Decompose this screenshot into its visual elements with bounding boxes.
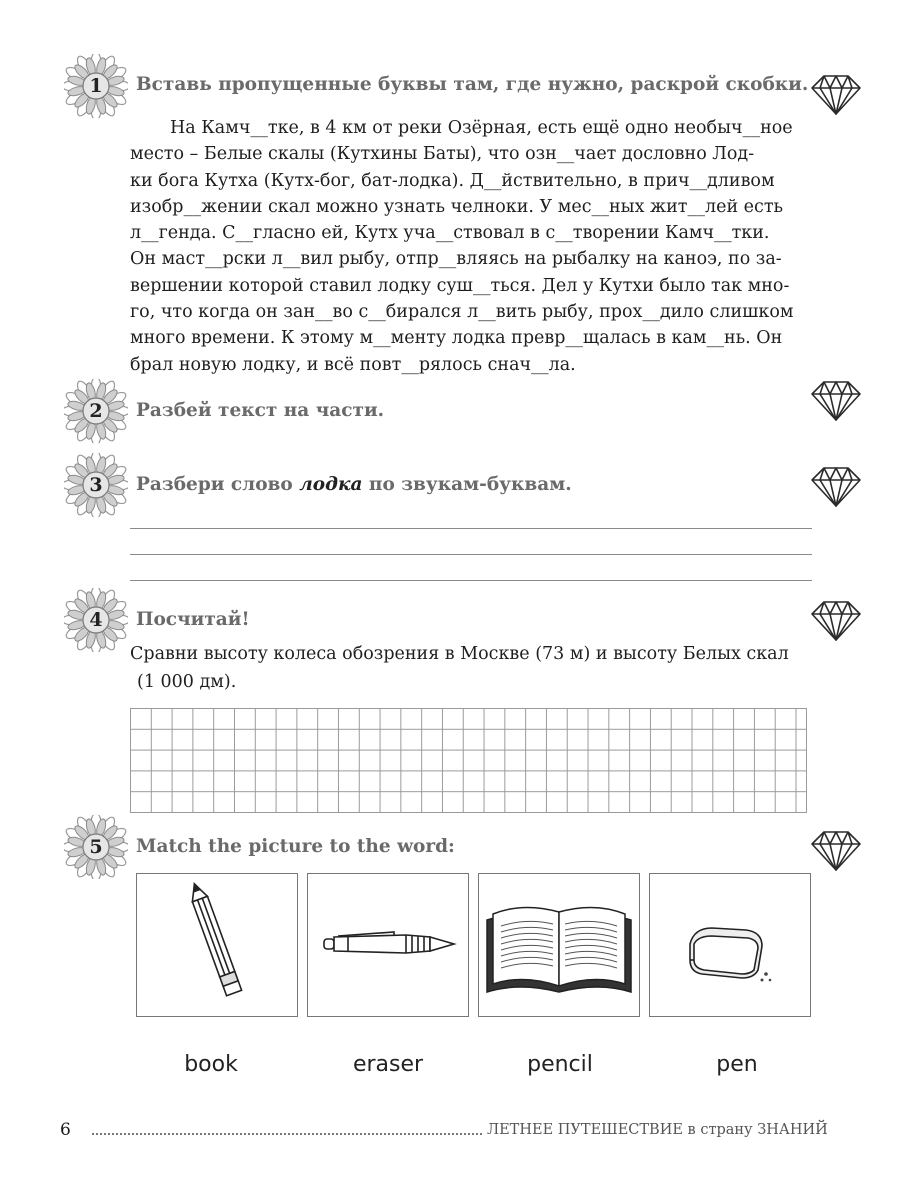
task-3-title	[136, 474, 572, 495]
paragraph-line: вершении которой ставил лодку суш__ться. Дел у Кутхи было так мно-	[130, 275, 790, 296]
pen-picture	[308, 874, 468, 1016]
diamond-icon	[810, 600, 862, 642]
task-number-badge-1	[64, 54, 128, 118]
task-2-title: Разбей текст на части.	[136, 400, 385, 421]
footer-dotted-leader	[92, 1133, 482, 1135]
grid-answer-area[interactable]	[130, 708, 807, 813]
task-number: 2	[89, 400, 103, 422]
task-number: 4	[89, 609, 103, 631]
word-option[interactable]: pencil	[527, 1052, 593, 1077]
picture-box-book[interactable]	[478, 873, 640, 1017]
paragraph-line: изобр__жении скал можно узнать челноки. У мес__ных жит__лей есть	[130, 196, 784, 217]
diamond-icon	[810, 380, 862, 422]
task-3-title-prefix: Разбери слово	[136, 474, 300, 495]
task-4-text-line-2: (1 000 дм).	[137, 672, 237, 692]
picture-box-eraser[interactable]	[649, 873, 811, 1017]
book-picture	[479, 874, 639, 1016]
picture-box-pencil[interactable]	[136, 873, 298, 1017]
diamond-icon	[810, 830, 862, 872]
answer-line[interactable]	[130, 554, 812, 555]
task-number: 5	[89, 836, 103, 858]
task-number-badge-3	[64, 453, 128, 517]
paragraph-line: брал новую лодку, и всё повт__рялось снач__ла.	[130, 354, 576, 375]
paragraph-line: На Камч__тке, в 4 км от реки Озёрная, есть ещё одно необыч__ное	[170, 118, 793, 138]
task-number-badge-2	[64, 379, 128, 443]
task-4-title: Посчитай!	[136, 609, 250, 630]
task-number: 1	[89, 75, 103, 97]
picture-box-pen[interactable]	[307, 873, 469, 1017]
task-3-title-suffix: по звукам-буквам.	[362, 474, 572, 495]
task-number-badge-4	[64, 588, 128, 652]
paragraph-line: место – Белые скалы (Кутхины Баты), что озн__чает дословно Лод-	[130, 144, 755, 165]
diamond-icon	[810, 74, 862, 116]
paragraph-line: много времени. К этому м__менту лодка превр__щалась в кам__нь. Он	[130, 328, 783, 349]
footer-title: ЛЕТНЕЕ ПУТЕШЕСТВИЕ в страну ЗНАНИЙ	[487, 1122, 828, 1138]
task-4-text-line-1: Сравни высоту колеса обозрения в Москве (73 м) и высоту Белых скал	[130, 644, 789, 664]
task-5-title: Match the picture to the word:	[136, 836, 455, 857]
task-number: 3	[89, 474, 103, 496]
word-option[interactable]: pen	[716, 1052, 758, 1077]
paragraph-line: ки бога Кутха (Кутх-бог, бат-лодка). Д__йствительно, в прич__дливом	[130, 170, 775, 191]
page-number: 6	[60, 1120, 71, 1140]
word-option[interactable]: book	[184, 1052, 238, 1077]
paragraph-line: л__генда. С__гласно ей, Кутх уча__ствовал в с__творении Камч__тки.	[130, 223, 770, 244]
answer-line[interactable]	[130, 580, 812, 581]
word-option[interactable]: eraser	[352, 1052, 424, 1077]
task-1-paragraph	[130, 115, 812, 378]
task-1-title: Вставь пропущенные буквы там, где нужно, раскрой скобки.	[136, 74, 809, 95]
paragraph-line: Он маст__рски л__вил рыбу, отпр__вляясь на рыбалку на каноэ, по за-	[130, 249, 782, 270]
task-number-badge-5	[64, 815, 128, 879]
pencil-picture	[137, 874, 297, 1016]
paragraph-line: го, что когда он зан__во с__бирался л__вить рыбу, прох__дило слишком	[130, 302, 794, 323]
answer-line[interactable]	[130, 528, 812, 529]
eraser-picture	[650, 874, 810, 1016]
diamond-icon	[810, 466, 862, 508]
task-3-title-word: лодка	[299, 474, 363, 495]
